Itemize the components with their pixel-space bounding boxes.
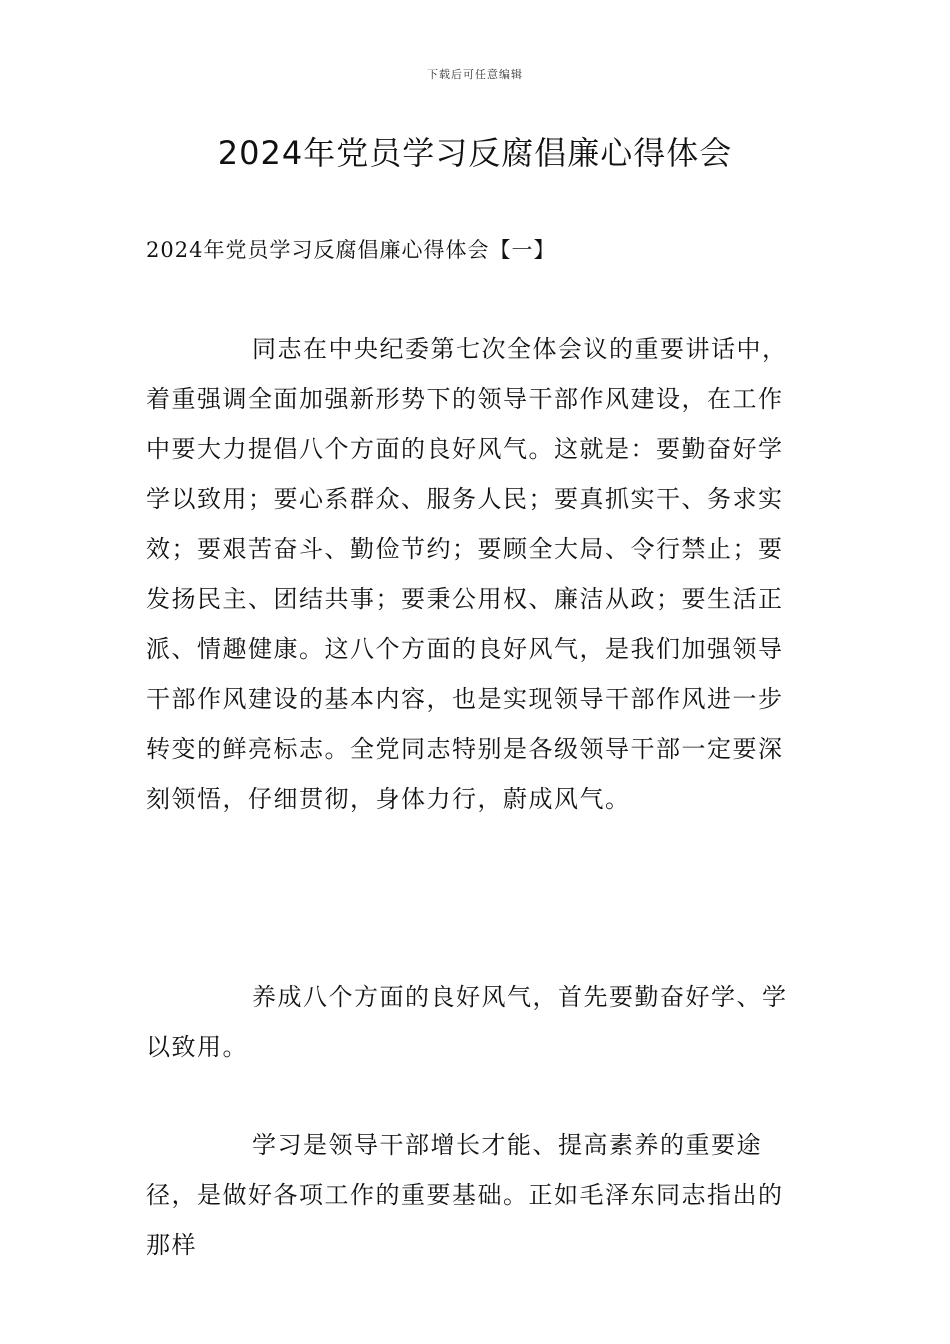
section-heading: 2024年党员学习反腐倡廉心得体会【一】 bbox=[146, 238, 556, 262]
header-note: 下载后可任意编辑 bbox=[427, 68, 523, 81]
body-paragraph: 养成八个方面的良好风气，首先要勤奋好学、学以致用。 bbox=[146, 983, 788, 1061]
document-title: 2024年党员学习反腐倡廉心得体会 bbox=[217, 134, 733, 172]
body-paragraph: 同志在中央纪委第七次全体会议的重要讲话中，着重强调全面加强新形势下的领导干部作风建设，在工作中要大力提倡八个方面的良好风气。这就是：要勤奋好学学以致用；要心系群众、服务人民；要真抓实干、务求实效；要艰苦奋斗、勤俭节约；要顾全大局、令行禁止；要发扬民主、团结共事；要秉公用权、廉洁从政；要生活正派、情趣健康。这八个方面的良好风气，是我们加强领导干部作风建设的基本内容，也是实现领导干部作风进一步转变的鲜亮标志。全党同志特别是各级领导干部一定要深刻领悟，仔细贯彻，身体力行，蔚成风气。 bbox=[146, 335, 788, 813]
body-paragraph: 学习是领导干部增长才能、提高素养的重要途径，是做好各项工作的重要基础。正如毛泽东同志指出的那样 bbox=[146, 1131, 784, 1259]
